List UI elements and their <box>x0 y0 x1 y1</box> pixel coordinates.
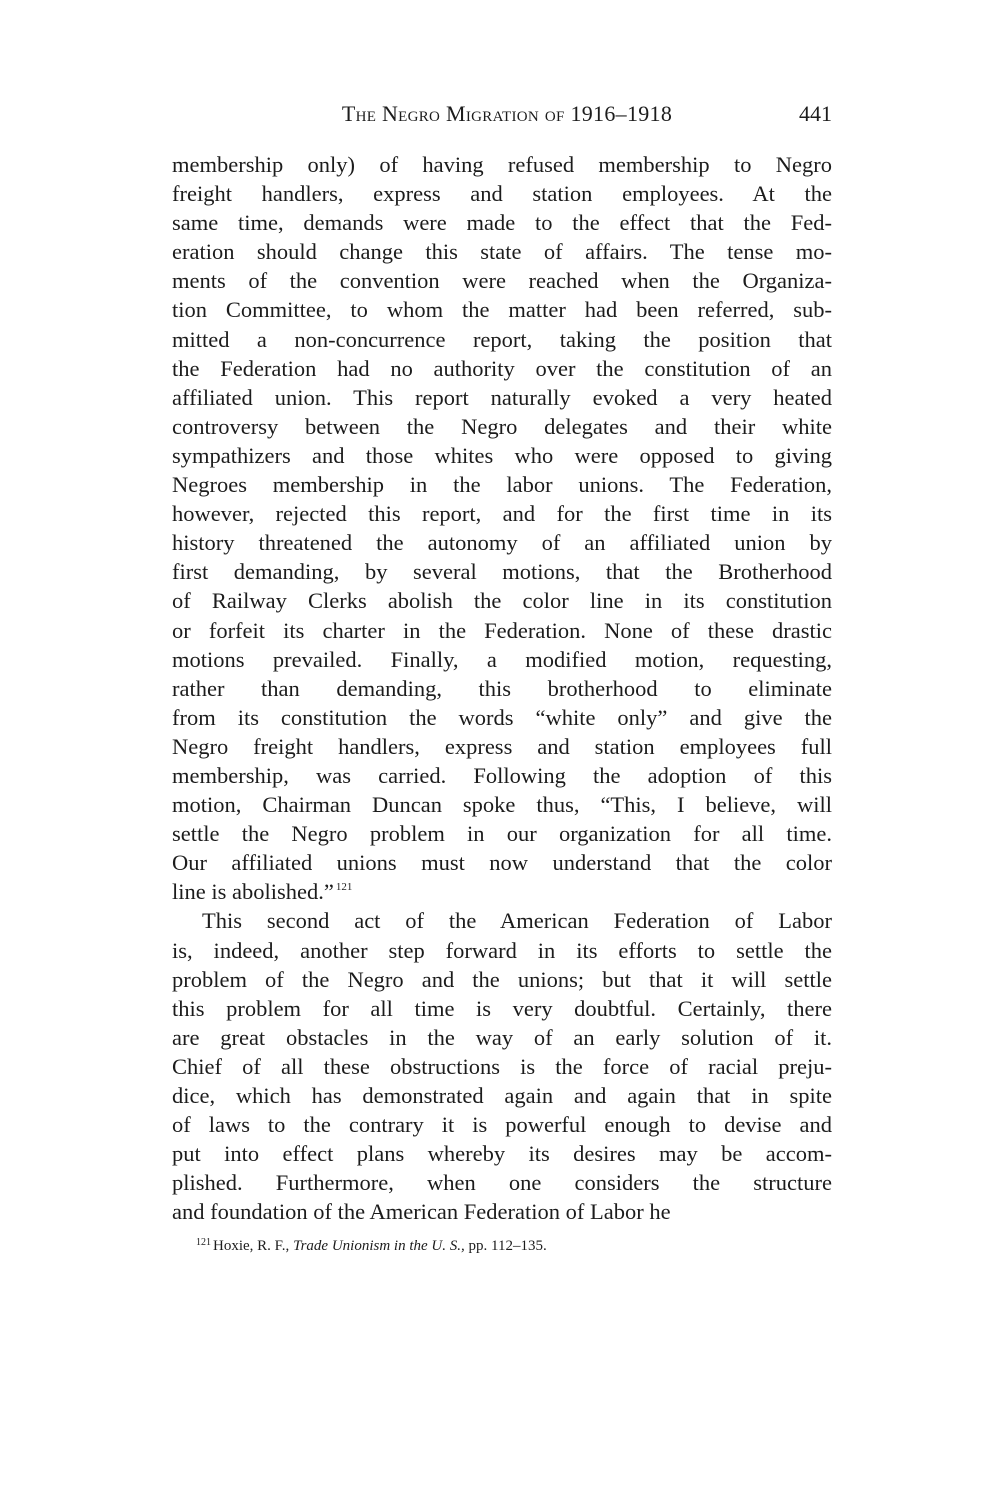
footnote-author: Hoxie, R. F., <box>213 1238 290 1254</box>
text-line: of laws to the contrary it is powerful enough to devise and <box>172 1112 832 1138</box>
text-line: Chief of all these obstructions is the force of racial preju- <box>172 1053 832 1079</box>
text-line: dice, which has demonstrated again and again that in spite <box>172 1083 832 1108</box>
text-line: membership only) of having refused membership to Negro <box>172 152 832 177</box>
text-line: the Federation had no authority over the constitution of an <box>172 355 832 381</box>
text-line: put into effect plans whereby its desires may be accom- <box>172 1141 832 1167</box>
footnote-reference: 121 <box>335 881 353 894</box>
text-line: This second act of the American Federation of Labor <box>202 908 832 934</box>
running-head <box>172 101 832 131</box>
text-line: Our affiliated unions must now understand that the color <box>172 850 832 876</box>
text-line: membership, was carried. Following the adoption of this <box>172 762 832 788</box>
text-line: tion Committee, to whom the matter had been referred, sub- <box>172 297 832 323</box>
footnote-number: 121 <box>196 1237 211 1248</box>
paragraph <box>172 150 832 906</box>
text-line: problem of the Negro and the unions; but that it will settle <box>172 966 832 992</box>
text-line: same time, demands were made to the effect that the Fed- <box>172 210 832 236</box>
text-line: freight handlers, express and station employees. At the <box>172 181 832 207</box>
text-line: mitted a non-concurrence report, taking the position that <box>172 326 832 352</box>
text-line: first demanding, by several motions, that the Brotherhood <box>172 559 832 585</box>
running-title: The Negro Migration of 1916–1918 <box>341 101 673 126</box>
text-line: ments of the convention were reached when the Organiza- <box>172 268 832 294</box>
text-line: is, indeed, another step forward in its efforts to settle the <box>172 937 832 963</box>
text-line: this problem for all time is very doubtful. Certainly, there <box>172 995 832 1021</box>
text-line: sympathizers and those whites who were opposed to giving <box>172 442 832 468</box>
footnote-pages: pp. 112–135. <box>468 1238 547 1254</box>
text-line: motions prevailed. Finally, a modified motion, requesting, <box>172 646 832 672</box>
text-line: are great obstacles in the way of an early solution of it. <box>172 1024 832 1050</box>
text-line: plished. Furthermore, when one considers the structure <box>172 1170 832 1196</box>
text-line: affiliated union. This report naturally evoked a very heated <box>172 384 832 410</box>
footnote-title: Trade Unionism in the U. S., <box>293 1238 465 1254</box>
text-line: motion, Chairman Duncan spoke thus, “This, I believe, will <box>172 792 832 818</box>
text-line: history threatened the autonomy of an affiliated union by <box>172 530 832 556</box>
body-text <box>172 150 832 1226</box>
text-line: Negroes membership in the labor unions. The Federation, <box>172 472 832 498</box>
text-line: eration should change this state of affairs. The tense mo- <box>172 239 832 265</box>
text-line: or forfeit its charter in the Federation. None of these drastic <box>172 617 832 643</box>
text-line: Negro freight handlers, express and station employees full <box>172 733 832 759</box>
footnote <box>196 1238 836 1255</box>
text-line: of Railway Clerks abolish the color line in its constitution <box>172 588 832 614</box>
text-line: controversy between the Negro delegates and their white <box>172 413 832 439</box>
text-line: settle the Negro problem in our organization for all time. <box>172 821 832 847</box>
text-line: line is abolished.” $^{121}$ <box>172 879 353 905</box>
text-line: from its constitution the words “white only” and give the <box>172 704 832 730</box>
text-line: and foundation of the American Federation of Labor he <box>172 1199 671 1225</box>
text-line: rather than demanding, this brotherhood to eliminate <box>172 675 832 701</box>
page-number: 441 <box>799 101 832 126</box>
paragraph <box>172 906 832 1226</box>
text-line: however, rejected this report, and for the first time in its <box>172 501 832 527</box>
